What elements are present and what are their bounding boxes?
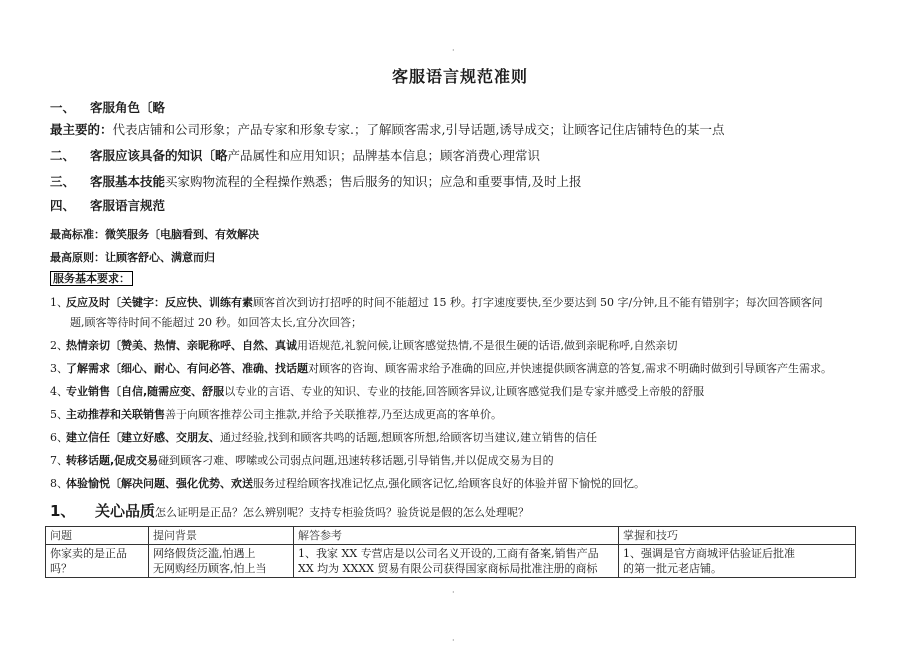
table-cell: 网络假货泛滥,怕遇上 无网购经历顾客,怕上当 — [149, 545, 294, 578]
section-3: 三、 客服基本技能买家购物流程的全程操作熟悉；售后服务的知识；应急和重要事情,及时上报 — [50, 174, 582, 189]
dot-mark: · — [452, 46, 455, 55]
rule-4: 4、专业销售〔自信,随需应变、舒服以专业的言语、专业的知识、专业的技能,回答顾客异议,让顾客感觉我们是专家并感受上帝般的舒服 — [50, 385, 705, 398]
table-cell: 1、我家 XX 专营店是以公司名义开设的,工商有备案,销售产品 XX 均为 XXXX 贸易有限公司获得国家商标局批准注册的商标 — [294, 545, 619, 578]
table-header-cell: 问题 — [46, 527, 149, 545]
table-row — [46, 545, 856, 578]
highest-principle: 最高原则：让顾客舒心、满意而归 — [50, 251, 215, 264]
section-2: 二、 客服应该具备的知识〔略产品属性和应用知识；品牌基本信息；顾客消费心理常识 — [50, 148, 541, 163]
rule-1: 1、反应及时〔关键字：反应快、训练有素顾客首次到访打招呼的时间不能超过 15 秒。打字速度要快,至少要达到 50 字/分钟,且不能有错别字；每次回答顾客问 — [50, 296, 823, 309]
table-cell: 你家卖的是正品 吗？ — [46, 545, 149, 578]
rule-7: 7、转移话题,促成交易碰到顾客刁难、啰嗦或公司弱点问题,迅速转移话题,引导销售,并以促成交易为目的 — [50, 454, 554, 467]
table-header-cell: 提问背景 — [149, 527, 294, 545]
table-header-cell: 掌握和技巧 — [619, 527, 856, 545]
table-cell: 1、强调是官方商城评估验证后批准 的第一批元老店铺。 — [619, 545, 856, 578]
rule-1-continuation: 题,顾客等待时间不能超过 20 秒。如回答太长,宜分次回答； — [70, 316, 362, 329]
rule-5: 5、主动推荐和关联销售善于向顾客推荐公司主推款,并给予关联推荐,乃至达成更高的客单价。 — [50, 408, 502, 421]
faq-table — [45, 526, 856, 578]
rule-6: 6、建立信任〔建立好感、交朋友、通过经验,找到和顾客共鸣的话题,想顾客所想,给顾客切当建议,建立销售的信任 — [50, 431, 597, 444]
section-4: 四、 客服语言规范 — [50, 198, 166, 213]
heading-quality: 1、 关心品质怎么证明是正品？怎么辨别呢？支持专柜验货吗？验货说是假的怎么处理呢？ — [50, 502, 530, 520]
rule-2: 2、热情亲切〔赞美、热情、亲昵称呼、自然、真诚用语规范,礼貌问候,让顾客感觉热情,不是很生硬的话语,做到亲昵称呼,自然亲切 — [50, 339, 678, 352]
dot-mark: · — [452, 636, 455, 645]
page-title: 客服语言规范准则 — [391, 67, 528, 86]
rule-3: 3、了解需求〔细心、耐心、有问必答、准确、找话题对顾客的咨询、顾客需求给予准确的回应,并快速提供顾客满意的答复,需求不明确时做到引导顾客产生需求。 — [50, 362, 832, 375]
most-important-line: 最主要的：代表店铺和公司形象；产品专家和形象专家.；了解顾客需求,引导话题,诱导成交；让顾客记住店铺特色的某一点 — [50, 122, 725, 137]
table-header-row — [46, 527, 856, 545]
rule-8: 8、体验愉悦〔解决问题、强化优势、欢送服务过程给顾客找准记忆点,强化顾客记忆,给顾客良好的体验并留下愉悦的回忆。 — [50, 477, 645, 490]
table-header-cell: 解答参考 — [294, 527, 619, 545]
highest-standard: 最高标准：微笑服务〔电脑看到、有效解决 — [50, 228, 259, 241]
section-1: 一、 客服角色〔略 — [50, 100, 166, 115]
dot-mark: · — [452, 588, 455, 597]
basic-requirements-label: 服务基本要求： — [50, 271, 133, 287]
